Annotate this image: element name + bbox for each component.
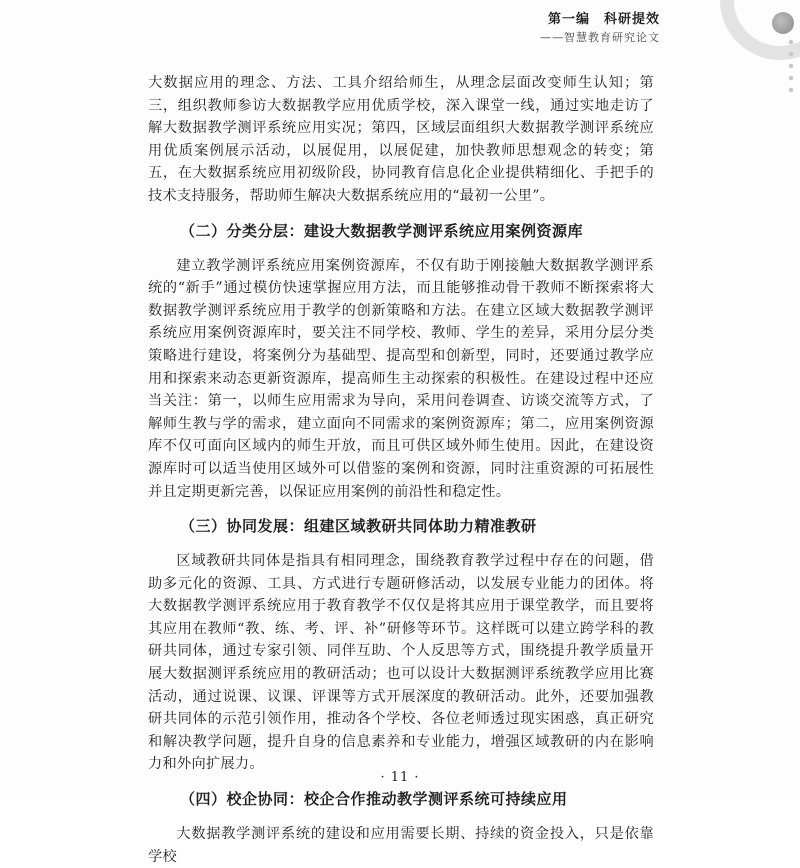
header-title: 第一编 科研提效 [547, 12, 660, 27]
page-number: · 11 · [380, 770, 420, 785]
decorative-dots [786, 36, 796, 96]
decorative-dot [772, 12, 794, 34]
header-subtitle: ——智慧教育研究论文 [540, 31, 660, 44]
section-heading-2: （二）分类分层：建设大数据教学测评系统应用案例资源库 [180, 221, 584, 240]
paragraph-section-4: 大数据教学测评系统的建设和应用需要长期、持续的资金投入，只是依靠学校 [148, 826, 654, 865]
paragraph-section-2: 建立教学测评系统应用案例资源库，不仅有助于刚接触大数据教学测评系统的“新手”通过模仿快速掌握应用方法，而且能够推动骨干教师不断探索将大数据教学测评系统应用于教学的创新策略和方法。在建立区域大数据教学测评系统应用案例资源库时，要关注不同学校、教师、学生的差异，采用分层分类策略进行建设，将案例分为基础型、提高型和创新型，同时，还要通过教学应用和探索来动态更新资源库，提高师生主动探索的积极性。在建设过程中还应当关注：第一，以师生应用需求为导向，采用问卷调查、访谈交流等方式，了解师生教与学的需求，建立面向不同需求的案例资源库；第二，应用案例资源库不仅可面向区域内的师生开放，而且可供区域外师生使用。因此，在建设资源库时可以适当使用区域外可以借鉴的案例和资源，同时注重资源的可拓展性并且定期更新完善，以保证应用案例的前沿性和稳定性。 [148, 257, 654, 500]
running-header [540, 8, 660, 45]
paragraph-continued: 大数据应用的理念、方法、工具介绍给师生，从理念层面改变师生认知；第三，组织教师参访大数据教学应用优质学校，深入课堂一线，通过实地走访了解大数据教学测评系统应用实况；第四，区域层面组织大数据教学测评系统应用优质案例展示活动，以展促用，以展促建，加快教师思想观念的转变；第五，在大数据系统应用初级阶段，协同教育信息化企业提供精细化、手把手的技术支持服务，帮助师生解决大数据系统应用的“最初一公里”。 [148, 75, 654, 204]
paragraph-section-3: 区域教研共同体是指具有相同理念，围绕教育教学过程中存在的问题，借助多元化的资源、工具、方式进行专题研修活动，以发展专业能力的团体。将大数据教学测评系统应用于教育教学不仅仅是将其应用于课堂教学，而且要将其应用在教师“教、练、考、评、补”研修等环节。这样既可以建立跨学科的教研共同体，通过专家引领、同伴互助、个人反思等方式，围绕提升教学质量开展大数据测评系统应用的教研活动；也可以设计大数据测评系统教学应用比赛活动，通过说课、议课、评课等方式开展深度的教研活动。此外，还要加强教研共同体的示范引领作用，推动各个学校、各位老师透过现实困惑，真正研究和解决教学问题，提升自身的信息素养和专业能力，增强区域教研的内在影响力和外向扩展力。 [148, 553, 654, 773]
section-heading-3: （三）协同发展：组建区域教研共同体助力精准教研 [180, 517, 537, 536]
page-body [148, 72, 654, 868]
section-heading-4: （四）校企协同：校企合作推动教学测评系统可持续应用 [180, 790, 568, 809]
